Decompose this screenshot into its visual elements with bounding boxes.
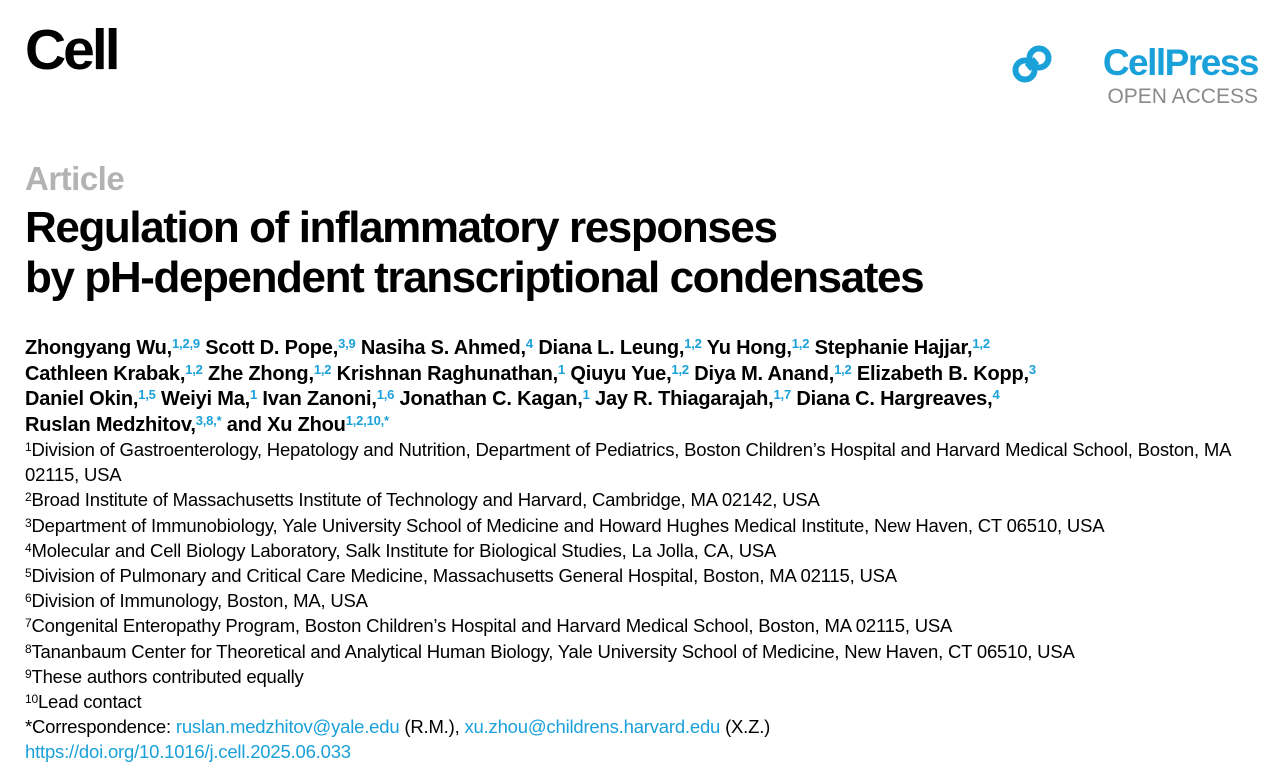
affiliation-number: 3: [25, 515, 32, 530]
author-name: [227, 414, 389, 436]
author-name: [538, 337, 701, 359]
title-line: by pH-dependent transcriptional condensates: [25, 253, 924, 302]
author-name-text: Jonathan C. Kagan,: [399, 388, 583, 410]
author-name: [694, 363, 851, 385]
affiliation-item: [25, 563, 1275, 588]
author-name: [400, 388, 590, 410]
author-affiliation-marker[interactable]: 1: [250, 387, 258, 402]
affiliation-list: [25, 437, 1275, 765]
affiliation-item: [25, 664, 1275, 689]
author-name-text: and Xu Zhou: [226, 413, 346, 436]
title-line: Regulation of inflammatory responses: [25, 203, 777, 252]
author-name: [25, 414, 221, 436]
author-list: [25, 336, 1265, 438]
author-name-text: Zhongyang Wu,: [25, 337, 173, 359]
author-affiliation-marker[interactable]: 1,2: [834, 361, 852, 377]
author-name-text: Yu Hong,: [706, 337, 792, 359]
affiliation-text: Congenital Enteropathy Program, Boston Children’s Hospital and Harvard Medical School, Boston, MA 02115, USA: [31, 615, 953, 637]
author-name-text: Ivan Zanoni,: [262, 388, 377, 410]
author-affiliation-marker[interactable]: 3: [1028, 361, 1036, 377]
affiliation-text: Division of Gastroenterology, Hepatology and Nutrition, Department of Pediatrics, Boston Children’s Hospital and Harvard Medical School, Boston, MA 02115, USA: [25, 439, 1231, 486]
author-name: [205, 337, 355, 359]
author-name-text: Cathleen Krabak,: [25, 362, 186, 385]
journal-logo: Cell: [25, 18, 118, 82]
author-name-text: Zhe Zhong,: [208, 362, 314, 385]
affiliation-number: 2: [25, 490, 32, 505]
author-name: [25, 388, 156, 410]
affiliation-text: Division of Immunology, Boston, MA, USA: [31, 590, 368, 612]
author-name: [25, 337, 200, 359]
affiliation-item: [25, 513, 1275, 538]
author-name-text: Weiyi Ma,: [161, 388, 251, 410]
affiliation-item: [25, 538, 1275, 563]
open-access-label: OPEN ACCESS: [1107, 85, 1258, 108]
affiliation-text: Department of Immunobiology, Yale University School of Medicine and Howard Hughes Medical Institute, New Haven, CT 06510, USA: [31, 514, 1105, 536]
publisher-name: CellPress: [1102, 42, 1258, 83]
affiliation-text: Broad Institute of Massachusetts Institute of Technology and Harvard, Cambridge, MA 02142, USA: [31, 489, 820, 511]
author-name: [161, 388, 257, 410]
affiliation-item: [25, 588, 1275, 613]
author-affiliation-marker[interactable]: 1,7: [773, 387, 791, 402]
affiliation-number: 5: [25, 566, 32, 581]
email-link-medzhitov[interactable]: ruslan.medzhitov@yale.edu: [175, 716, 400, 738]
affiliation-number: 9: [25, 666, 32, 681]
cellpress-logo-icon: [1012, 45, 1052, 83]
author-affiliation-marker[interactable]: 1,2: [791, 336, 810, 351]
author-affiliation-marker[interactable]: 1,6: [376, 387, 395, 402]
affiliation-text: Lead contact: [37, 691, 142, 713]
author-name: [595, 388, 791, 410]
author-name: [815, 337, 990, 359]
article-type-label: Article: [25, 160, 125, 197]
affiliation-text: Division of Pulmonary and Critical Care Medicine, Massachusetts General Hospital, Boston, MA 02115, USA: [31, 565, 897, 587]
author-affiliation-marker[interactable]: 1,2: [313, 361, 332, 377]
author-affiliation-marker[interactable]: 1,2,9: [172, 336, 200, 351]
author-affiliation-marker[interactable]: 4: [992, 387, 1000, 402]
author-affiliation-marker[interactable]: 1,2: [185, 361, 203, 377]
author-affiliation-marker[interactable]: 1: [558, 361, 566, 377]
doi-link[interactable]: https://doi.org/10.1016/j.cell.2025.06.033: [25, 741, 351, 763]
correspondence-line: [25, 714, 1275, 739]
affiliation-item: [25, 689, 1275, 714]
author-name-text: Scott D. Pope,: [205, 337, 339, 359]
author-affiliation-marker[interactable]: 1,2: [972, 336, 990, 351]
author-affiliation-marker[interactable]: 1,2: [671, 361, 689, 377]
author-affiliation-marker[interactable]: 1,2,10,*: [345, 412, 389, 428]
email-link-zhou[interactable]: xu.zhou@childrens.harvard.edu: [464, 716, 721, 738]
affiliation-item: [25, 487, 1275, 512]
author-name: [262, 388, 394, 410]
author-name: [361, 337, 533, 359]
author-name: [796, 388, 999, 410]
correspondence-initials: (X.Z.): [720, 716, 771, 738]
affiliation-text: These authors contributed equally: [31, 665, 304, 687]
author-name: [208, 363, 331, 385]
affiliation-number: 8: [25, 641, 32, 656]
affiliation-number: 7: [25, 616, 32, 631]
author-name-text: Daniel Okin,: [25, 388, 139, 410]
affiliation-number: 10: [25, 692, 38, 707]
author-name-text: Ruslan Medzhitov,: [25, 413, 196, 436]
author-name-text: Krishnan Raghunathan,: [336, 362, 559, 385]
author-name-text: Qiuyu Yue,: [570, 362, 672, 385]
author-name-text: Diana C. Hargreaves,: [796, 388, 993, 410]
author-affiliation-marker[interactable]: 1,2: [684, 336, 702, 351]
author-affiliation-marker[interactable]: 4: [525, 336, 533, 351]
author-name: [337, 363, 565, 385]
affiliation-text: Molecular and Cell Biology Laboratory, Salk Institute for Biological Studies, La Jolla, CA, USA: [31, 539, 777, 561]
author-name-text: Diya M. Anand,: [694, 362, 835, 385]
author-name-text: Jay R. Thiagarajah,: [595, 388, 774, 410]
affiliation-item: [25, 437, 1275, 487]
author-affiliation-marker[interactable]: 1,5: [138, 387, 156, 402]
affiliation-number: 6: [25, 591, 32, 606]
article-title: [25, 203, 1245, 303]
author-name: [25, 363, 203, 385]
author-name-text: Elizabeth B. Kopp,: [856, 362, 1029, 385]
author-affiliation-marker[interactable]: 3,9: [338, 336, 356, 351]
author-affiliation-marker[interactable]: 1: [582, 387, 590, 402]
affiliation-item: [25, 613, 1275, 638]
author-affiliation-marker[interactable]: 3,8,*: [195, 412, 222, 428]
affiliation-number: 1: [25, 440, 32, 454]
author-name-text: Nasiha S. Ahmed,: [360, 337, 526, 359]
affiliation-number: 4: [25, 540, 32, 555]
affiliation-entries: [25, 437, 1275, 714]
affiliation-item: [25, 639, 1275, 664]
author-name: [857, 363, 1036, 385]
author-name-text: Diana L. Leung,: [538, 337, 685, 359]
author-name-text: Stephanie Hajjar,: [814, 337, 973, 359]
publisher-block: [998, 44, 1258, 114]
correspondence-initials: (R.M.),: [399, 716, 465, 738]
affiliation-text: Tananbaum Center for Theoretical and Analytical Human Biology, Yale University School of Medicine, New Haven, CT 06510, USA: [31, 640, 1075, 662]
correspondence-label: *Correspondence:: [25, 716, 176, 738]
author-name: [707, 337, 810, 359]
author-name: [570, 363, 688, 385]
